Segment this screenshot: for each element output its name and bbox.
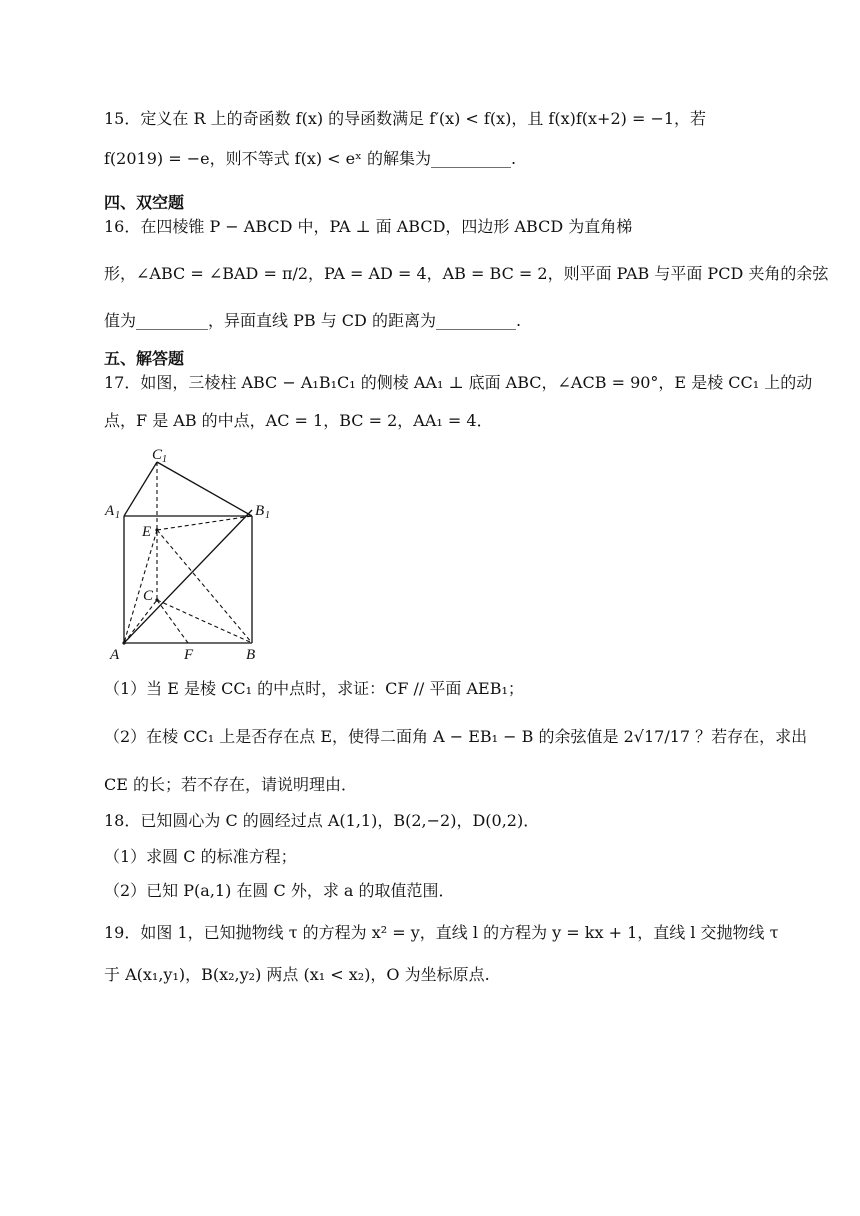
section-heading-4: 四、双空题 (104, 193, 185, 212)
label-B: B (246, 647, 256, 663)
label-C1: C (152, 447, 163, 463)
edge-C1B1 (157, 462, 252, 516)
q15-line2: f(2019) = −e，则不等式 f(x) < eˣ 的解集为__________. (104, 149, 517, 168)
q16-line1: 16．在四棱锥 P − ABCD 中，PA ⊥ 面 ABCD，四边形 ABCD 为直角梯 (104, 217, 633, 236)
q17-line2: 点，F 是 AB 的中点，AC = 1，BC = 2，AA₁ = 4． (104, 411, 493, 430)
prism-figure (100, 445, 290, 665)
q18-part2: （2）已知 P(a,1) 在圆 C 外，求 a 的取值范围． (104, 881, 455, 900)
q18-part1: （1）求圆 C 的标准方程； (104, 847, 297, 866)
edge-AC (124, 600, 157, 643)
q17-part2: （2）在棱 CC₁ 上是否存在点 E，使得二面角 A − EB₁ − B 的余弦值是 2√17/17 ？若存在，求出 (104, 727, 808, 746)
q16-line2: 形，∠ABC = ∠BAD = π/2，PA = AD = 4，AB = BC = 2，则平面 PAB 与平面 PCD 夹角的余弦 (104, 264, 829, 283)
label-A1-sub: 1 (115, 510, 120, 521)
edge-CB (157, 600, 252, 643)
label-B1-sub: 1 (265, 510, 270, 521)
q19-line2: 于 A(x₁,y₁)，B(x₂,y₂) 两点 (x₁ < x₂)，O 为坐标原点. (104, 965, 490, 984)
q15-line1: 15．定义在 R 上的奇函数 f(x) 的导函数满足 f′(x) < f(x)，且 f(x)f(x+2) = −1，若 (104, 109, 707, 128)
section-heading-5: 五、解答题 (104, 349, 185, 368)
q17-part1: （1）当 E 是棱 CC₁ 的中点时，求证：CF // 平面 AEB₁； (104, 679, 524, 698)
q17-line1: 17．如图，三棱柱 ABC − A₁B₁C₁ 的侧棱 AA₁ ⊥ 底面 ABC，∠ACB = 90°，E 是棱 CC₁ 上的动 (104, 373, 813, 392)
label-A: A (110, 647, 120, 663)
q18-line1: 18．已知圆心为 C 的圆经过点 A(1,1)，B(2,−2)，D(0,2)． (104, 811, 540, 830)
edge-EB (157, 530, 252, 643)
label-A1: A (105, 503, 115, 519)
q19-line1: 19．如图 1，已知抛物线 τ 的方程为 x² = y，直线 l 的方程为 y = kx + 1，直线 l 交抛物线 τ (104, 923, 779, 942)
q16-line3: 值为_________，异面直线 PB 与 CD 的距离为__________. (104, 311, 522, 330)
edge-EB1 (157, 516, 252, 530)
edge-A1C1 (124, 462, 157, 516)
label-F: F (184, 647, 194, 663)
q17-part2b: CE 的长；若不存在，请说明理由． (104, 775, 358, 794)
label-C1-sub: 1 (162, 454, 167, 465)
label-C: C (143, 588, 154, 604)
label-B1: B (255, 503, 265, 519)
label-E: E (142, 524, 152, 540)
